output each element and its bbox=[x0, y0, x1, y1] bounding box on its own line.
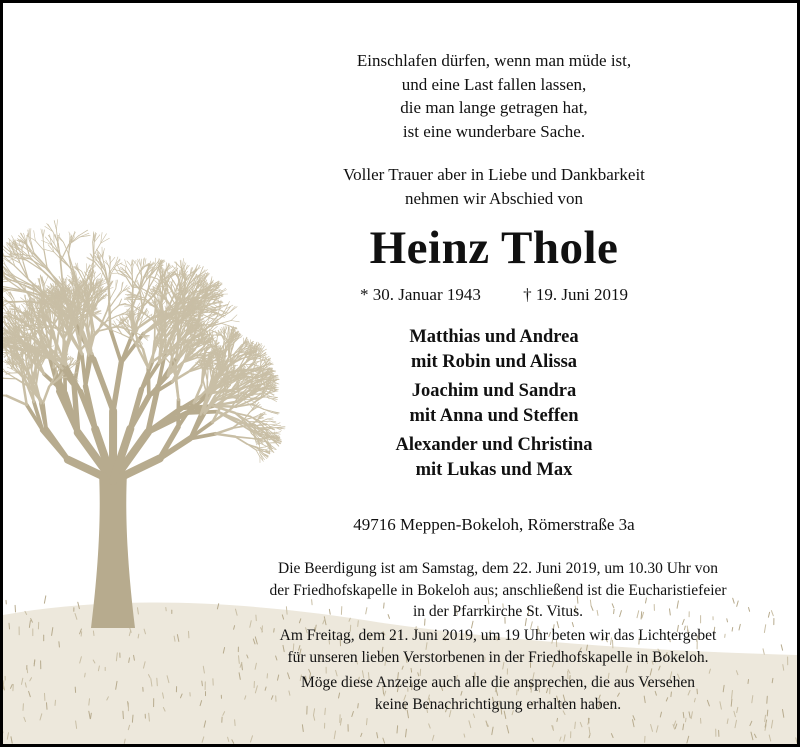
grass-blade bbox=[149, 713, 150, 721]
tree-branch bbox=[47, 268, 61, 289]
tree-branch bbox=[54, 221, 56, 230]
tree-branch bbox=[79, 230, 88, 236]
grass-blade bbox=[89, 699, 90, 705]
tree-branch bbox=[35, 308, 42, 309]
tree-branch bbox=[5, 265, 14, 278]
tree-branch bbox=[45, 277, 48, 285]
grass-blade bbox=[367, 719, 368, 725]
tree-branch bbox=[43, 430, 68, 460]
grass-blade bbox=[686, 718, 687, 722]
grass-blade bbox=[588, 718, 589, 723]
grass-blade bbox=[575, 722, 576, 728]
tree-branch bbox=[3, 290, 4, 296]
tree-branch bbox=[6, 396, 26, 405]
grass-blade bbox=[3, 681, 4, 689]
grass-blade bbox=[47, 703, 48, 710]
grass-blade bbox=[59, 642, 60, 647]
grass-blade bbox=[132, 715, 133, 722]
grass-blade bbox=[123, 711, 124, 718]
tree-branch bbox=[230, 306, 235, 312]
grass-blade bbox=[771, 611, 773, 616]
grass-blade bbox=[397, 726, 398, 733]
tree-branch bbox=[56, 220, 57, 230]
tree-trunk bbox=[91, 473, 135, 628]
grass-blade bbox=[55, 700, 56, 705]
tree-branch bbox=[52, 314, 53, 322]
grass-blade bbox=[772, 678, 773, 682]
grass-blade bbox=[235, 720, 236, 726]
grass-blade bbox=[781, 645, 782, 650]
grass-blade bbox=[93, 631, 94, 636]
tree-branch bbox=[61, 245, 69, 262]
tree-branch bbox=[74, 386, 78, 432]
tree-branch bbox=[231, 321, 239, 322]
grass-blade bbox=[85, 673, 86, 677]
grass-blade bbox=[9, 623, 10, 629]
tree-branch bbox=[221, 321, 231, 324]
grass-blade bbox=[157, 678, 158, 686]
grass-blade bbox=[768, 612, 769, 617]
tree-branch bbox=[43, 387, 49, 404]
grass-blade bbox=[557, 718, 558, 721]
grass-blade bbox=[27, 668, 28, 673]
grass-blade bbox=[81, 632, 82, 636]
tree-branch bbox=[45, 226, 53, 231]
grass-blade bbox=[138, 634, 139, 638]
tree-branch bbox=[47, 223, 53, 231]
tree-branch bbox=[34, 231, 36, 241]
grass-blade bbox=[202, 681, 203, 686]
grass-blade bbox=[44, 596, 45, 603]
tree-branch bbox=[4, 247, 12, 254]
tree-branch bbox=[3, 374, 4, 378]
tree-branch bbox=[35, 241, 44, 251]
tree-branch bbox=[22, 304, 26, 310]
tree-branch bbox=[43, 238, 44, 250]
tree-branch bbox=[231, 315, 237, 321]
